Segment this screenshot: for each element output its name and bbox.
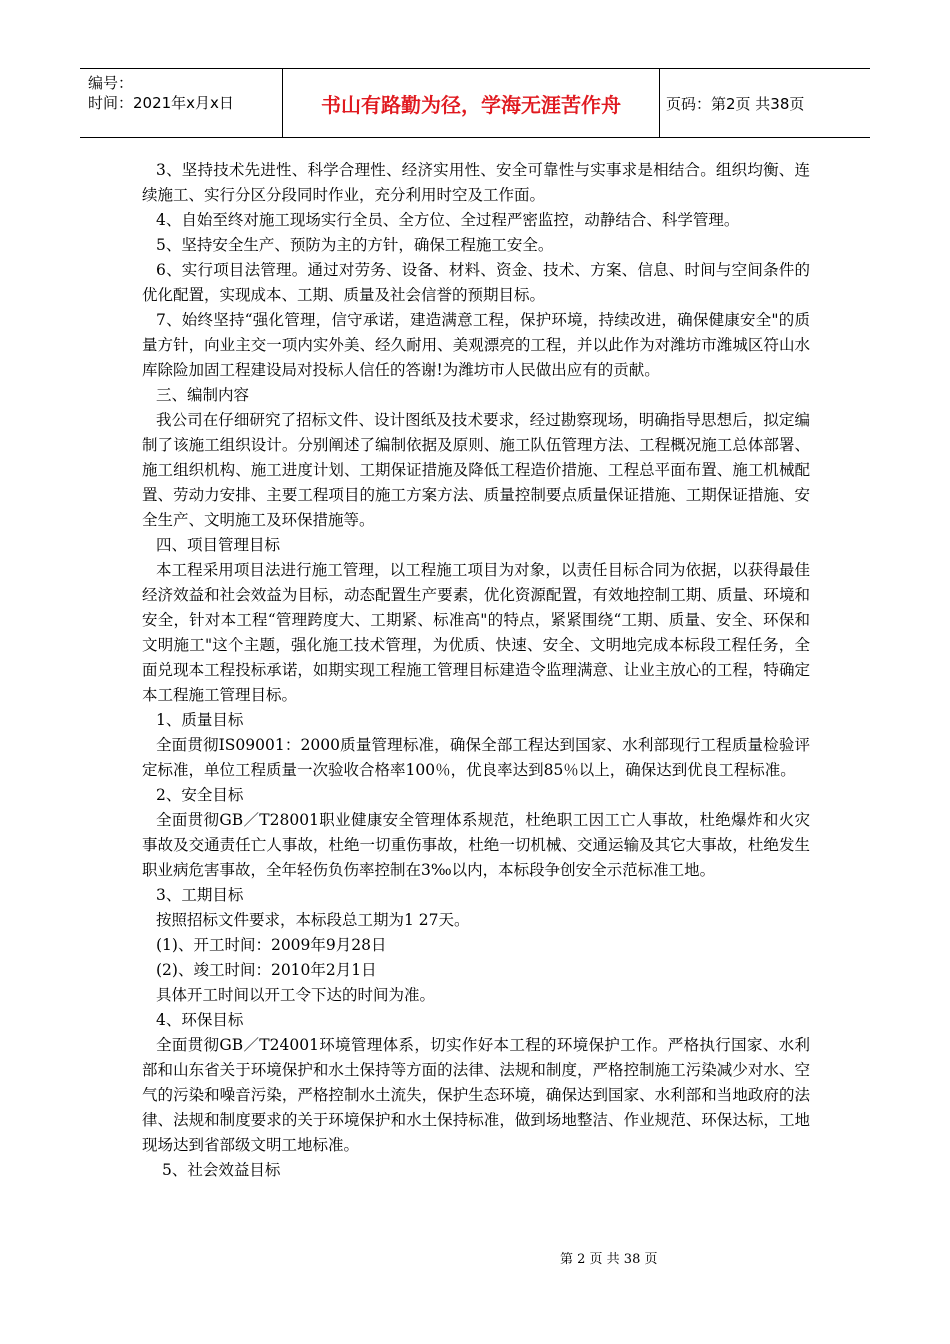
page-header xyxy=(80,68,870,138)
subsection-heading: 1、质量目标 xyxy=(156,711,244,729)
paragraph: 4、自始至终对施工现场实行全员、全方位、全过程严密监控，动静结合、科学管理。 xyxy=(156,211,740,229)
paragraph: (2)、竣工时间：2010年2月1日 xyxy=(156,961,377,979)
subsection-heading: 4、环保目标 xyxy=(156,1011,244,1029)
paragraph: 按照招标文件要求，本标段总工期为1 27天。 xyxy=(156,911,470,929)
paragraph: 6、实行项目法管理。通过对劳务、设备、材料、资金、技术、方案、信息、时间与空间条件的优化配置，实现成本、工期、质量及社会信誉的预期目标。 xyxy=(142,261,810,304)
document-number-label: 编号： xyxy=(88,74,134,92)
page-footer: 第 2 页 共 38 页 xyxy=(560,1252,658,1267)
header-page-label: 页码：第2页 共38页 xyxy=(666,94,805,113)
subsection-heading: 5、社会效益目标 xyxy=(162,1161,281,1179)
paragraph: 全面贯彻GB／T28001职业健康安全管理体系规范，杜绝职工因工亡人事故，杜绝爆炸和火灾事故及交通责任亡人事故，杜绝一切重伤事故，杜绝一切机械、交通运输及其它大事故，杜绝发生职业病危害事故，全年轻伤负伤率控制在3‰以内，本标段争创安全示范标准工地。 xyxy=(142,811,810,879)
header-motto: 书山有路勤为径，学海无涯苦作舟 xyxy=(283,69,660,137)
document-body xyxy=(142,158,810,1183)
paragraph: 我公司在仔细研究了招标文件、设计图纸及技术要求，经过勘察现场，明确指导思想后，拟定编制了该施工组织设计。分别阐述了编制依据及原则、施工队伍管理方法、工程概况施工总体部署、施工组织机构、施工进度计划、工期保证措施及降低工程造价措施、工程总平面布置、施工机械配置、劳动力安排、主要工程项目的施工方案方法、质量控制要点质量保证措施、工期保证措施、安全生产、文明施工及环保措施等。 xyxy=(142,411,810,529)
paragraph: 5、坚持安全生产、预防为主的方针，确保工程施工安全。 xyxy=(156,236,554,254)
paragraph: 7、始终坚持“强化管理，信守承诺，建造满意工程，保护环境，持续改进，确保健康安全"的质量方针，向业主交一项内实外美、经久耐用、美观漂亮的工程，并以此作为对潍坊市潍城区符山水库除险加固工程建设局对投标人信任的答谢!为潍坊市人民做出应有的贡献。 xyxy=(142,311,810,379)
section-heading: 三、编制内容 xyxy=(156,386,250,404)
paragraph: (1)、开工时间：2009年9月28日 xyxy=(156,936,387,954)
section-heading: 四、项目管理目标 xyxy=(156,536,281,554)
document-time-label: 时间：2021年x月x日 xyxy=(88,94,234,112)
paragraph: 全面贯彻GB／T24001环境管理体系，切实作好本工程的环境保护工作。严格执行国家、水利部和山东省关于环境保护和水土保持等方面的法律、法规和制度，严格控制施工污染减少对水、空气的污染和噪音污染，严格控制水土流失，保护生态环境，确保达到国家、水利部和当地政府的法律、法规和制度要求的关于环境保护和水土保持标准，做到场地整洁、作业规范、环保达标，工地现场达到省部级文明工地标准。 xyxy=(142,1036,810,1154)
paragraph: 本工程采用项目法进行施工管理，以工程施工项目为对象，以责任目标合同为依据，以获得最佳经济效益和社会效益为目标，动态配置生产要素，优化资源配置，有效地控制工期、质量、环境和安全，针对本工程“管理跨度大、工期紧、标准高"的特点，紧紧围绕“工期、质量、安全、环保和文明施工"这个主题，强化施工技术管理，为优质、快速、安全、文明地完成本标段工程任务，全面兑现本工程投标承诺，如期实现工程施工管理目标建造令监理满意、让业主放心的工程，特确定本工程施工管理目标。 xyxy=(142,561,810,704)
paragraph: 3、坚持技术先进性、科学合理性、经济实用性、安全可靠性与实事求是相结合。组织均衡、连续施工、实行分区分段同时作业，充分利用时空及工作面。 xyxy=(142,161,810,204)
header-meta xyxy=(80,69,283,137)
paragraph: 具体开工时间以开工令下达的时间为准。 xyxy=(156,986,436,1004)
subsection-heading: 3、工期目标 xyxy=(156,886,244,904)
subsection-heading: 2、安全目标 xyxy=(156,786,244,804)
paragraph: 全面贯彻IS09001：2000质量管理标准，确保全部工程达到国家、水利部现行工程质量检验评定标准，单位工程质量一次验收合格率100％，优良率达到85％以上，确保达到优良工程标准。 xyxy=(142,736,810,779)
